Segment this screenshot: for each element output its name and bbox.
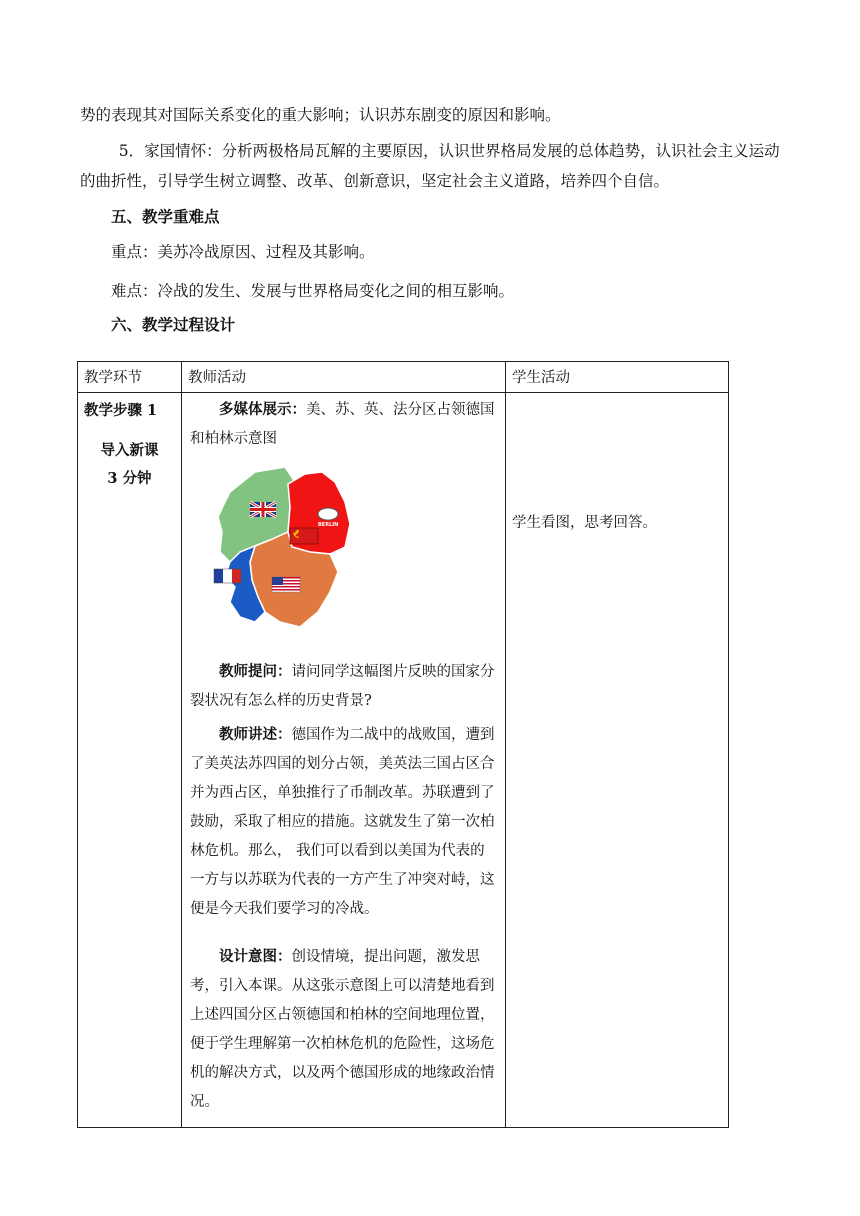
step-name: 导入新课 (100, 442, 159, 459)
paragraph-patriotism: 5．家国情怀：分析两极格局瓦解的主要原因，认识世界格局发展的总体趋势，认识社会主义运动的曲折性，引导学生树立调整、改革、创新意识，坚定社会主义道路，培养四个自信。 (80, 142, 780, 190)
header-student-activity: 学生活动 (512, 370, 570, 386)
berlin-marker (318, 508, 338, 520)
paragraph-continuation: 势的表现其对国际关系变化的重大影响；认识苏东剧变的原因和影响。 (80, 106, 561, 124)
heading-key-difficult-points: 五、教学重难点 (111, 207, 220, 226)
berlin-label: BERLIN (318, 522, 339, 528)
question-lead: 教师提问： (219, 663, 292, 680)
student-activity-text: 学生看图，思考回答。 (512, 515, 657, 531)
difficult-point-text: 难点：冷战的发生、发展与世界格局变化之间的相互影响。 (111, 282, 515, 300)
heading-process-design: 六、教学过程设计 (111, 315, 236, 334)
header-stage: 教学环节 (84, 370, 142, 386)
us-flag-icon (272, 577, 300, 592)
key-point-text: 重点：美苏冷战原因、过程及其影响。 (111, 243, 375, 261)
media-lead: 多媒体展示： (219, 401, 306, 418)
france-flag-icon (214, 569, 241, 583)
lecture-lead: 教师讲述： (219, 726, 292, 743)
germany-occupation-map (210, 462, 360, 632)
ussr-flag-icon (290, 528, 318, 544)
uk-flag-icon (250, 502, 276, 517)
lecture-text: 德国作为二战中的战败国，遭到了美英法苏四国的划分占领，美英法三国占区合并为西占区，单独推行了币制改革。苏联遭到了鼓励，采取了相应的措施。这就发生了第一次柏林危机。那么， 我们可以看到以美国为代表的一方与以苏联为代表的一方产生了冲突对峙，这便是今天我们要学习的冷战。 (190, 727, 495, 917)
design-lead: 设计意图： (219, 948, 292, 965)
step-cell (78, 393, 181, 497)
step-duration: 3 分钟 (107, 470, 152, 487)
header-teacher-activity: 教师活动 (188, 370, 246, 386)
occupation-map (190, 454, 497, 657)
table-row (78, 393, 729, 1128)
design-text: 创设情境，提出问题，激发思考，引入本课。从这张示意图上可以清楚地看到上述四国分区占领德国和柏林的空间地理位置，便于学生理解第一次柏林危机的危险性，这场危机的解决方式，以及两个德国形成的地缘政治情况。 (190, 949, 495, 1110)
teacher-activity-cell (182, 393, 505, 1127)
media-text: 美、苏、英、法分区占领德国和柏林示意图 (190, 402, 495, 447)
question-text: 请问同学这幅图片反映的国家分裂状况有怎么样的历史背景? (190, 664, 495, 709)
table-header-row (78, 362, 729, 393)
step-title: 教学步骤 1 (84, 402, 158, 419)
lesson-plan-table (77, 361, 729, 1128)
